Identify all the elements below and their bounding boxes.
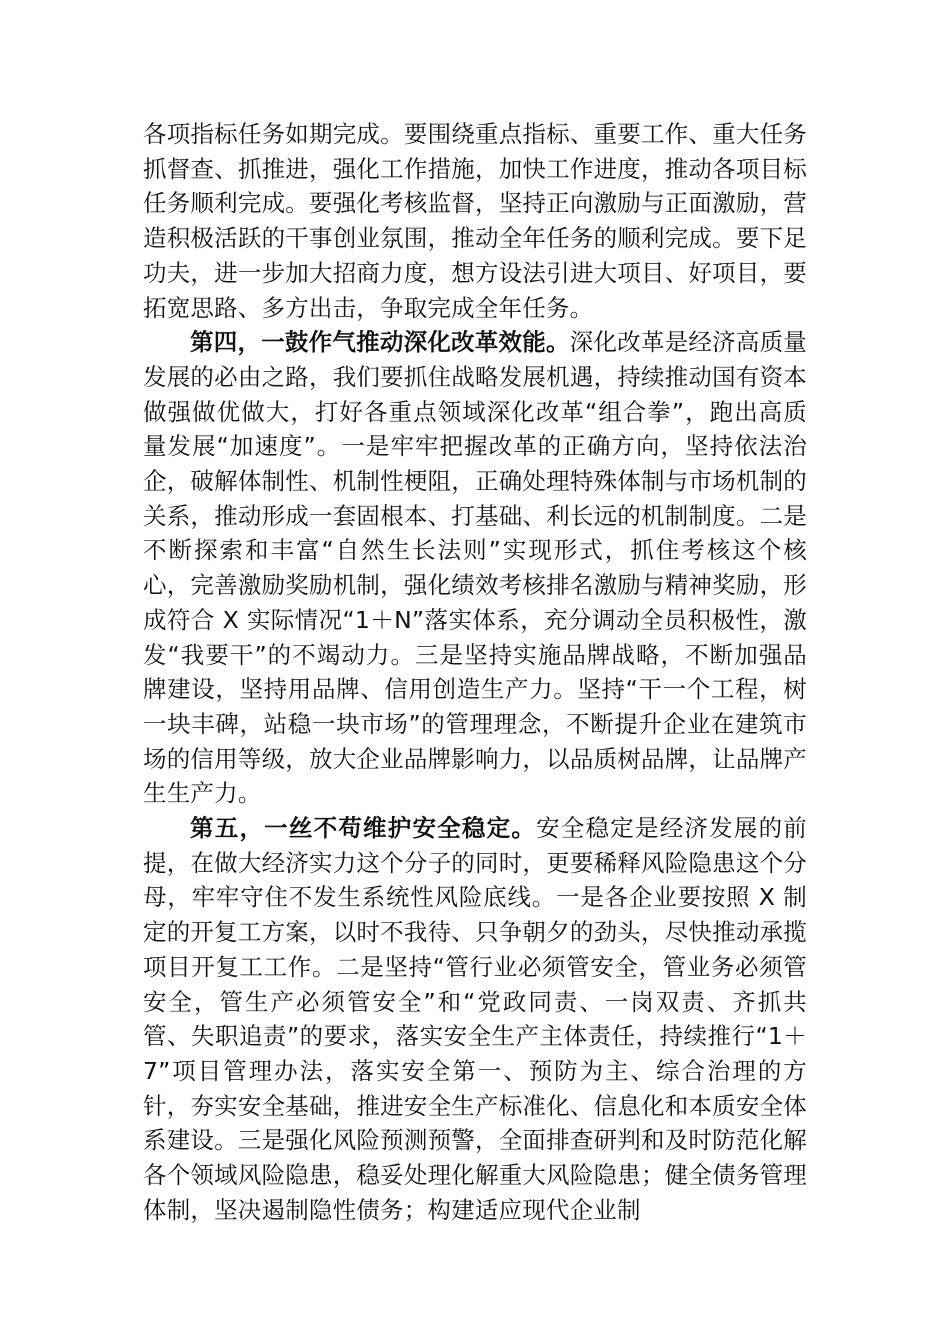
paragraph-text: 深化改革是经济高质量发展的必由之路，我们要抓住战略发展机遇，持续推动国有资本做强做优做大，打好各重点领域深化改革“组合拳”，跑出高质量发展“加速度”。一是牢牢把握改革的正确方向，坚持依法治企，破解体制性、机制性梗阻，正确处理特殊体制与市场机制的关系，推动形成一套固根本、打基础、利长远的机制制度。二是不断探索和丰富“自然生长法则”实现形式，抓住考核这个核心，完善激励奖励机制，强化绩效考核排名激励与精神奖励，形成符合 X 实际情况“1＋N”落实体系，充分调动全员积极性，激发“我要干”的不竭动力。三是坚持实施品牌战略，不断加强品牌建设，坚持用品牌、信用创造生产力。坚持“干一个工程，树一块丰碑，站稳一块市场”的管理理念，不断提升企业在建筑市场的信用等级，放大企业品牌影响力，以品质树品牌，让品牌产生生产力。 bbox=[143, 328, 808, 808]
paragraph-text: 各项指标任务如期完成。要围绕重点指标、重要工作、重大任务抓督查、抓推进，强化工作措施，加快工作进度，推动各项目标任务顺利完成。要强化考核监督，坚持正向激励与正面激励，营造积极活跃的干事创业氛围，推动全年任务的顺利完成。要下足功夫，进一步加大招商力度，想方设法引进大项目、好项目，要拓宽思路、多方出击，争取完成全年任务。 bbox=[143, 120, 807, 322]
paragraph-continuation bbox=[143, 117, 807, 325]
document-page bbox=[143, 117, 807, 1228]
paragraph-section-five bbox=[143, 811, 807, 1227]
paragraph-heading: 第四，一鼓作气推动深化改革效能。 bbox=[190, 328, 570, 357]
paragraph-heading: 第五，一丝不苟维护安全稳定。 bbox=[190, 814, 537, 843]
paragraph-text: 安全稳定是经济发展的前提，在做大经济实力这个分子的同时，更要稀释风险隐患这个分母，牢牢守住不发生系统性风险底线。一是各企业要按照 X 制定的开复工方案，以时不我待、只争朝夕的劲头，尽快推动承揽项目开复工工作。二是坚持“管行业必须管安全，管业务必须管安全，管生产必须管安全”和“党政同责、一岗双责、齐抓共管、失职追责”的要求，落实安全生产主体责任，持续推行“1＋7”项目管理办法，落实安全第一、预防为主、综合治理的方针，夯实安全基础，推进安全生产标准化、信息化和本质安全体系建设。三是强化风险预测预警，全面排查研判和及时防范化解各个领域风险隐患，稳妥处理化解重大风险隐患；健全债务管理体制，坚决遏制隐性债务；构建适应现代企业制 bbox=[143, 814, 807, 1224]
paragraph-section-four bbox=[143, 325, 807, 811]
